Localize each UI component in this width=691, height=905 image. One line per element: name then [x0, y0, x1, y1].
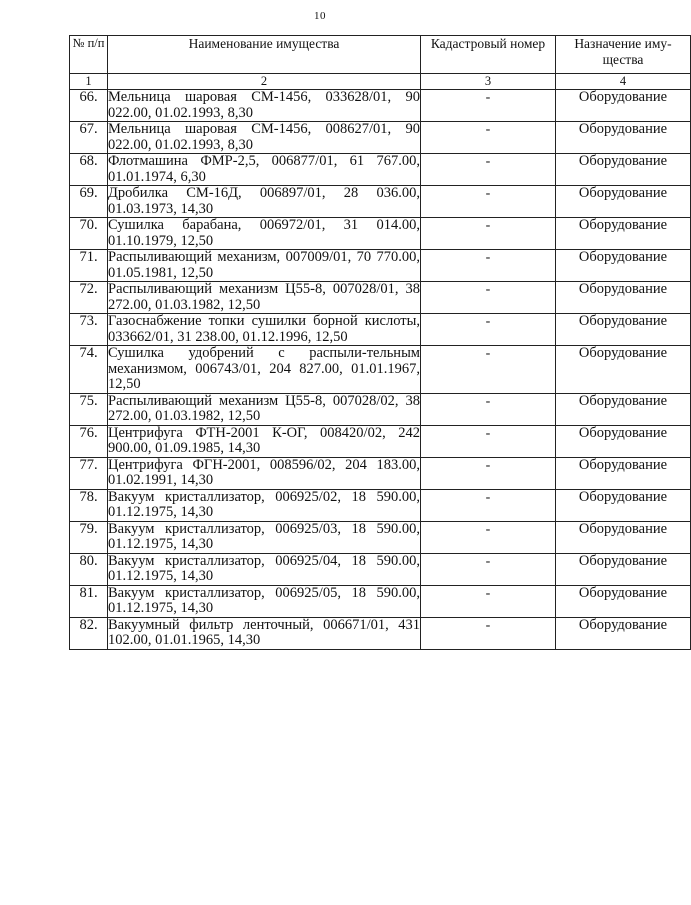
property-name: Сушилка барабана, 006972/01, 31 014.00, 01.10.1979, 12,50 — [108, 217, 420, 249]
table-row — [70, 617, 691, 649]
table-row — [70, 154, 691, 186]
property-purpose: Оборудование — [556, 314, 691, 346]
table-row — [70, 521, 691, 553]
cadastral-number: - — [421, 521, 556, 553]
table-row — [70, 585, 691, 617]
table-row — [70, 425, 691, 457]
column-number: 1 — [70, 74, 108, 90]
cadastral-number: - — [421, 585, 556, 617]
table-row — [70, 218, 691, 250]
property-purpose: Оборудование — [556, 425, 691, 457]
property-purpose: Оборудование — [556, 154, 691, 186]
cadastral-number: - — [421, 553, 556, 585]
table-row — [70, 90, 691, 122]
property-purpose: Оборудование — [556, 218, 691, 250]
header-cadastral-number: Кадастровый номер — [421, 36, 556, 74]
table-row — [70, 457, 691, 489]
property-name: Газоснабжение топки сушилки борной кислоты, 033662/01, 31 238.00, 01.12.1996, 12,50 — [108, 313, 420, 345]
row-number: 72. — [70, 282, 108, 314]
property-purpose: Оборудование — [556, 250, 691, 282]
column-number: 2 — [108, 74, 421, 90]
column-number: 4 — [556, 74, 691, 90]
table-row — [70, 122, 691, 154]
row-number: 77. — [70, 457, 108, 489]
property-purpose: Оборудование — [556, 282, 691, 314]
row-number: 74. — [70, 346, 108, 394]
property-name: Распыливающий механизм Ц55-8, 007028/02, 38 272.00, 01.03.1982, 12,50 — [108, 392, 420, 424]
cadastral-number: - — [421, 282, 556, 314]
cadastral-number: - — [421, 489, 556, 521]
cadastral-number: - — [421, 154, 556, 186]
cadastral-number: - — [421, 218, 556, 250]
property-name: Центрифуга ФТН-2001 К-ОГ, 008420/02, 242 900.00, 01.09.1985, 14,30 — [108, 424, 420, 456]
cadastral-number: - — [421, 617, 556, 649]
table-header-row — [70, 36, 691, 74]
table-row — [70, 250, 691, 282]
property-purpose: Оборудование — [556, 617, 691, 649]
table-body — [70, 90, 691, 650]
row-number: 68. — [70, 154, 108, 186]
property-name: Вакуум кристаллизатор, 006925/02, 18 590.00, 01.12.1975, 14,30 — [108, 488, 420, 520]
row-number: 82. — [70, 617, 108, 649]
table-row — [70, 553, 691, 585]
cadastral-number: - — [421, 122, 556, 154]
header-property-name: Наименование имущества — [108, 36, 421, 74]
property-name: Сушилка удобрений с распыли-тельным механизмом, 006743/01, 204 827.00, 01.01.1967, 12,50 — [108, 345, 420, 392]
cadastral-number: - — [421, 393, 556, 425]
cadastral-number: - — [421, 250, 556, 282]
property-name: Флотмашина ФМР-2,5, 006877/01, 61 767.00, 01.01.1974, 6,30 — [108, 153, 420, 185]
property-name: Дробилка СМ-16Д, 006897/01, 28 036.00, 01.03.1973, 14,30 — [108, 185, 420, 217]
property-table — [69, 35, 691, 650]
table-row — [70, 346, 691, 394]
row-number: 67. — [70, 122, 108, 154]
property-name: Мельница шаровая СМ-1456, 033628/01, 90 022.00, 01.02.1993, 8,30 — [108, 89, 420, 121]
row-number: 78. — [70, 489, 108, 521]
cadastral-number: - — [421, 425, 556, 457]
cadastral-number: - — [421, 457, 556, 489]
property-name: Распыливающий механизм, 007009/01, 70 770.00, 01.05.1981, 12,50 — [108, 249, 420, 281]
property-name: Центрифуга ФГН-2001, 008596/02, 204 183.00, 01.02.1991, 14,30 — [108, 456, 420, 488]
property-name: Вакуум кристаллизатор, 006925/03, 18 590.00, 01.12.1975, 14,30 — [108, 520, 420, 552]
property-name: Вакуум кристаллизатор, 006925/04, 18 590.00, 01.12.1975, 14,30 — [108, 552, 420, 584]
property-purpose: Оборудование — [556, 90, 691, 122]
table-row — [70, 314, 691, 346]
property-purpose: Оборудование — [556, 489, 691, 521]
cadastral-number: - — [421, 346, 556, 394]
row-number: 76. — [70, 425, 108, 457]
property-name: Распыливающий механизм Ц55-8, 007028/01, 38 272.00, 01.03.1982, 12,50 — [108, 281, 420, 313]
table-row — [70, 186, 691, 218]
property-purpose: Оборудование — [556, 457, 691, 489]
table-row — [70, 489, 691, 521]
header-purpose: Назначение иму-щества — [556, 36, 691, 74]
property-purpose: Оборудование — [556, 521, 691, 553]
row-number: 73. — [70, 314, 108, 346]
cadastral-number: - — [421, 314, 556, 346]
table-row — [70, 393, 691, 425]
header-number: № п/п — [70, 36, 108, 74]
cadastral-number: - — [421, 186, 556, 218]
column-number: 3 — [421, 74, 556, 90]
page-number: 10 — [314, 10, 326, 22]
property-purpose: Оборудование — [556, 553, 691, 585]
property-purpose: Оборудование — [556, 122, 691, 154]
row-number: 66. — [70, 90, 108, 122]
property-purpose: Оборудование — [556, 186, 691, 218]
column-number-row — [70, 74, 691, 90]
row-number: 70. — [70, 218, 108, 250]
row-number: 71. — [70, 250, 108, 282]
property-name: Вакуумный фильтр ленточный, 006671/01, 431 102.00, 01.01.1965, 14,30 — [108, 616, 420, 648]
table-row — [70, 282, 691, 314]
cadastral-number: - — [421, 90, 556, 122]
row-number: 80. — [70, 553, 108, 585]
property-name: Вакуум кристаллизатор, 006925/05, 18 590.00, 01.12.1975, 14,30 — [108, 584, 420, 616]
property-purpose: Оборудование — [556, 393, 691, 425]
row-number: 81. — [70, 585, 108, 617]
property-purpose: Оборудование — [556, 346, 691, 394]
property-name: Мельница шаровая СМ-1456, 008627/01, 90 022.00, 01.02.1993, 8,30 — [108, 121, 420, 153]
property-purpose: Оборудование — [556, 585, 691, 617]
row-number: 75. — [70, 393, 108, 425]
row-number: 69. — [70, 186, 108, 218]
row-number: 79. — [70, 521, 108, 553]
